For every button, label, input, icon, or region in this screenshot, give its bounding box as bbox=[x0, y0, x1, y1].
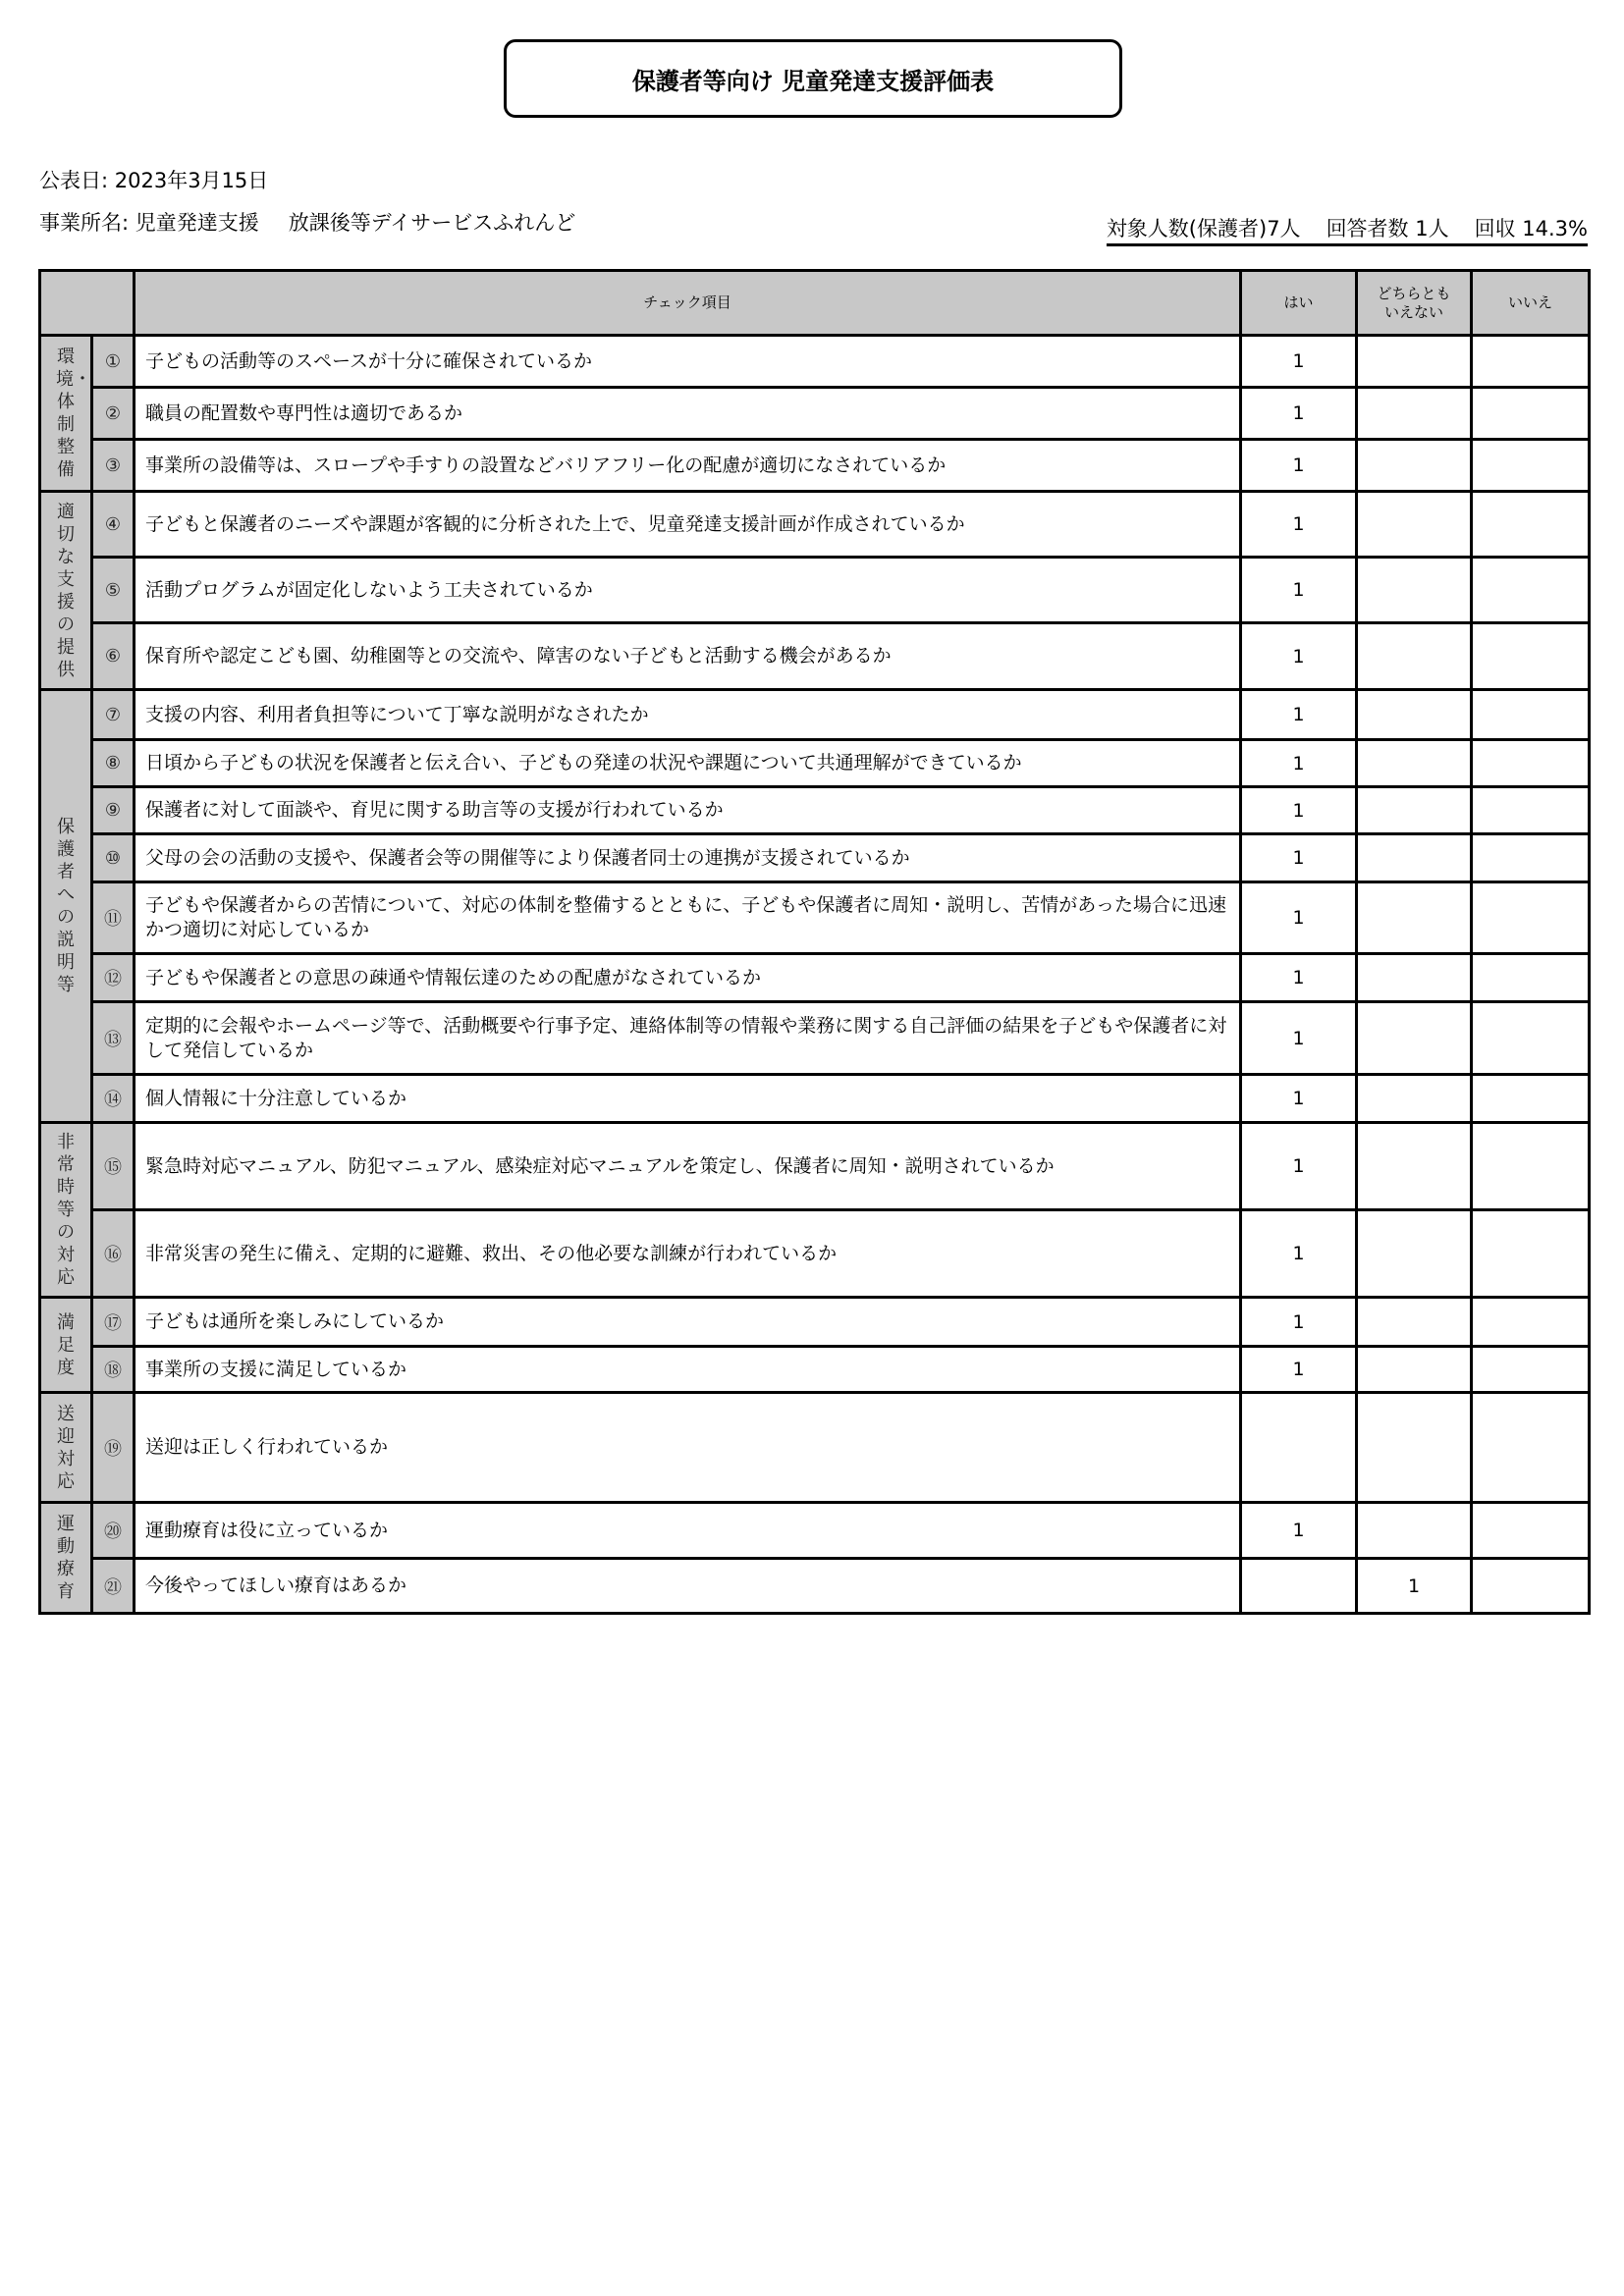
table-header-row bbox=[40, 271, 1590, 336]
answer-yes: 1 bbox=[1241, 440, 1357, 492]
table-row bbox=[40, 623, 1590, 690]
answer-no bbox=[1472, 1210, 1590, 1298]
answer-neither: 1 bbox=[1357, 1559, 1472, 1614]
item-number: ⑲ bbox=[92, 1393, 135, 1503]
answer-neither bbox=[1357, 388, 1472, 440]
answer-neither bbox=[1357, 954, 1472, 1002]
answer-no bbox=[1472, 1123, 1590, 1210]
document-title: 保護者等向け 児童発達支援評価表 bbox=[504, 39, 1122, 118]
item-number: ⑨ bbox=[92, 787, 135, 834]
item-number: ② bbox=[92, 388, 135, 440]
item-question: 保育所や認定こども園、幼稚園等との交流や、障害のない子どもと活動する機会があるか bbox=[135, 623, 1241, 690]
item-question: 個人情報に十分注意しているか bbox=[135, 1075, 1241, 1123]
answer-neither bbox=[1357, 440, 1472, 492]
answer-yes: 1 bbox=[1241, 558, 1357, 623]
table-row bbox=[40, 558, 1590, 623]
item-question: 日頃から子どもの状況を保護者と伝え合い、子どもの発達の状況や課題について共通理解ができているか bbox=[135, 740, 1241, 787]
answer-yes: 1 bbox=[1241, 1298, 1357, 1347]
item-question: 職員の配置数や専門性は適切であるか bbox=[135, 388, 1241, 440]
answer-no bbox=[1472, 558, 1590, 623]
target-count: 対象人数(保護者)7人 bbox=[1106, 217, 1301, 240]
answer-no bbox=[1472, 1002, 1590, 1075]
item-question: 子どもの活動等のスペースが十分に確保されているか bbox=[135, 336, 1241, 388]
item-question: 保護者に対して面談や、育児に関する助言等の支援が行われているか bbox=[135, 787, 1241, 834]
category-cell bbox=[40, 336, 92, 492]
answer-yes bbox=[1241, 1559, 1357, 1614]
answer-no bbox=[1472, 1559, 1590, 1614]
item-number: ⑰ bbox=[92, 1298, 135, 1347]
office-label: 事業所名: 児童発達支援 bbox=[39, 211, 259, 235]
table-row bbox=[40, 1123, 1590, 1210]
answer-yes: 1 bbox=[1241, 740, 1357, 787]
answer-no bbox=[1472, 1298, 1590, 1347]
answer-yes: 1 bbox=[1241, 787, 1357, 834]
answer-neither bbox=[1357, 1503, 1472, 1559]
answer-no bbox=[1472, 834, 1590, 882]
item-number: ① bbox=[92, 336, 135, 388]
answer-neither bbox=[1357, 690, 1472, 740]
item-number: ⑱ bbox=[92, 1347, 135, 1393]
item-question: 子どもや保護者からの苦情について、対応の体制を整備するとともに、子どもや保護者に周知・説明し、苦情があった場合に迅速かつ適切に対応しているか bbox=[135, 882, 1241, 954]
item-number: ⑬ bbox=[92, 1002, 135, 1075]
item-question: 定期的に会報やホームページ等で、活動概要や行事予定、連絡体制等の情報や業務に関する自己評価の結果を子どもや保護者に対して発信しているか bbox=[135, 1002, 1241, 1075]
item-question: 運動療育は役に立っているか bbox=[135, 1503, 1241, 1559]
item-number: ㉑ bbox=[92, 1559, 135, 1614]
evaluation-table bbox=[38, 269, 1591, 1615]
category-label: 送迎対応 bbox=[57, 1403, 75, 1492]
item-number: ⑥ bbox=[92, 623, 135, 690]
answer-yes: 1 bbox=[1241, 1123, 1357, 1210]
table-row bbox=[40, 1298, 1590, 1347]
table-row bbox=[40, 882, 1590, 954]
answer-yes bbox=[1241, 1393, 1357, 1503]
answer-yes: 1 bbox=[1241, 834, 1357, 882]
answer-neither bbox=[1357, 1298, 1472, 1347]
answer-yes: 1 bbox=[1241, 1210, 1357, 1298]
item-number: ⑭ bbox=[92, 1075, 135, 1123]
category-cell bbox=[40, 1123, 92, 1298]
category-cell bbox=[40, 690, 92, 1123]
answer-no bbox=[1472, 690, 1590, 740]
table-row bbox=[40, 1002, 1590, 1075]
table-row bbox=[40, 1075, 1590, 1123]
table-row bbox=[40, 834, 1590, 882]
table-row bbox=[40, 1210, 1590, 1298]
answer-no bbox=[1472, 492, 1590, 558]
category-cell bbox=[40, 1393, 92, 1503]
table-row bbox=[40, 1503, 1590, 1559]
item-question: 子どもは通所を楽しみにしているか bbox=[135, 1298, 1241, 1347]
item-question: 事業所の支援に満足しているか bbox=[135, 1347, 1241, 1393]
response-rate: 回収 14.3% bbox=[1474, 217, 1588, 240]
item-number: ⑦ bbox=[92, 690, 135, 740]
answer-no bbox=[1472, 1347, 1590, 1393]
answer-no bbox=[1472, 1075, 1590, 1123]
header-neither bbox=[1357, 271, 1472, 336]
item-question: 活動プログラムが固定化しないよう工夫されているか bbox=[135, 558, 1241, 623]
item-number: ③ bbox=[92, 440, 135, 492]
category-label: 適切な支援の提供 bbox=[57, 501, 75, 680]
answer-neither bbox=[1357, 558, 1472, 623]
table-row bbox=[40, 492, 1590, 558]
answer-no bbox=[1472, 882, 1590, 954]
category-cell bbox=[40, 1503, 92, 1614]
header-check-item: チェック項目 bbox=[135, 271, 1241, 336]
answer-no bbox=[1472, 336, 1590, 388]
answer-neither bbox=[1357, 1393, 1472, 1503]
answer-yes: 1 bbox=[1241, 388, 1357, 440]
answer-neither bbox=[1357, 882, 1472, 954]
answer-neither bbox=[1357, 1123, 1472, 1210]
item-question: 子どもと保護者のニーズや課題が客観的に分析された上で、児童発達支援計画が作成されているか bbox=[135, 492, 1241, 558]
item-number: ④ bbox=[92, 492, 135, 558]
table-row bbox=[40, 690, 1590, 740]
answer-yes: 1 bbox=[1241, 1002, 1357, 1075]
answer-no bbox=[1472, 440, 1590, 492]
header-blank bbox=[40, 271, 135, 336]
answer-yes: 1 bbox=[1241, 1503, 1357, 1559]
answer-neither bbox=[1357, 1210, 1472, 1298]
item-number: ⑩ bbox=[92, 834, 135, 882]
publication-date: 公表日: 2023年3月15日 bbox=[39, 169, 269, 192]
table-row bbox=[40, 388, 1590, 440]
table-row bbox=[40, 1347, 1590, 1393]
survey-stats bbox=[1107, 213, 1588, 246]
answer-no bbox=[1472, 1503, 1590, 1559]
category-label: 保護者への説明等 bbox=[57, 817, 75, 995]
item-question: 事業所の設備等は、スロープや手すりの設置などバリアフリー化の配慮が適切になされているか bbox=[135, 440, 1241, 492]
answer-yes: 1 bbox=[1241, 336, 1357, 388]
answer-yes: 1 bbox=[1241, 954, 1357, 1002]
item-question: 今後やってほしい療育はあるか bbox=[135, 1559, 1241, 1614]
header-neither-line2: いえない bbox=[1383, 302, 1443, 321]
item-number: ⑳ bbox=[92, 1503, 135, 1559]
answer-neither bbox=[1357, 623, 1472, 690]
answer-neither bbox=[1357, 492, 1472, 558]
answer-yes: 1 bbox=[1241, 690, 1357, 740]
answer-neither bbox=[1357, 834, 1472, 882]
item-question: 父母の会の活動の支援や、保護者会等の開催等により保護者同士の連携が支援されているか bbox=[135, 834, 1241, 882]
category-label: 運動療育 bbox=[57, 1514, 75, 1602]
table-row bbox=[40, 336, 1590, 388]
answer-no bbox=[1472, 954, 1590, 1002]
table-row bbox=[40, 954, 1590, 1002]
answer-neither bbox=[1357, 740, 1472, 787]
header-no: いいえ bbox=[1472, 271, 1590, 336]
table-row bbox=[40, 787, 1590, 834]
answer-no bbox=[1472, 623, 1590, 690]
category-label: 満足度 bbox=[57, 1311, 75, 1378]
table-row bbox=[40, 1393, 1590, 1503]
answer-neither bbox=[1357, 1002, 1472, 1075]
answer-no bbox=[1472, 1393, 1590, 1503]
answer-yes: 1 bbox=[1241, 623, 1357, 690]
category-cell bbox=[40, 492, 92, 690]
office-name-line bbox=[39, 207, 575, 237]
table-row bbox=[40, 740, 1590, 787]
item-question: 支援の内容、利用者負担等について丁寧な説明がなされたか bbox=[135, 690, 1241, 740]
item-number: ⑯ bbox=[92, 1210, 135, 1298]
answer-yes: 1 bbox=[1241, 1347, 1357, 1393]
table-row bbox=[40, 440, 1590, 492]
item-number: ⑪ bbox=[92, 882, 135, 954]
item-number: ⑫ bbox=[92, 954, 135, 1002]
answer-no bbox=[1472, 787, 1590, 834]
category-label: 環境・体制整備 bbox=[56, 347, 91, 480]
answer-neither bbox=[1357, 1075, 1472, 1123]
header-yes: はい bbox=[1241, 271, 1357, 336]
answer-yes: 1 bbox=[1241, 882, 1357, 954]
answer-neither bbox=[1357, 787, 1472, 834]
table-row bbox=[40, 1559, 1590, 1614]
answer-no bbox=[1472, 388, 1590, 440]
item-question: 送迎は正しく行われているか bbox=[135, 1393, 1241, 1503]
item-number: ⑮ bbox=[92, 1123, 135, 1210]
answer-neither bbox=[1357, 1347, 1472, 1393]
answer-no bbox=[1472, 740, 1590, 787]
answer-neither bbox=[1357, 336, 1472, 388]
office-name: 放課後等デイサービスふれんど bbox=[288, 211, 576, 235]
item-question: 緊急時対応マニュアル、防犯マニュアル、感染症対応マニュアルを策定し、保護者に周知・説明されているか bbox=[135, 1123, 1241, 1210]
header-neither-line1: どちらとも bbox=[1377, 284, 1451, 302]
category-label: 非常時等の対応 bbox=[57, 1132, 75, 1288]
item-number: ⑤ bbox=[92, 558, 135, 623]
item-question: 非常災害の発生に備え、定期的に避難、救出、その他必要な訓練が行われているか bbox=[135, 1210, 1241, 1298]
answer-yes: 1 bbox=[1241, 1075, 1357, 1123]
category-cell bbox=[40, 1298, 92, 1393]
item-question: 子どもや保護者との意思の疎通や情報伝達のための配慮がなされているか bbox=[135, 954, 1241, 1002]
item-number: ⑧ bbox=[92, 740, 135, 787]
answer-yes: 1 bbox=[1241, 492, 1357, 558]
respondent-count: 回答者数 1人 bbox=[1326, 217, 1449, 240]
